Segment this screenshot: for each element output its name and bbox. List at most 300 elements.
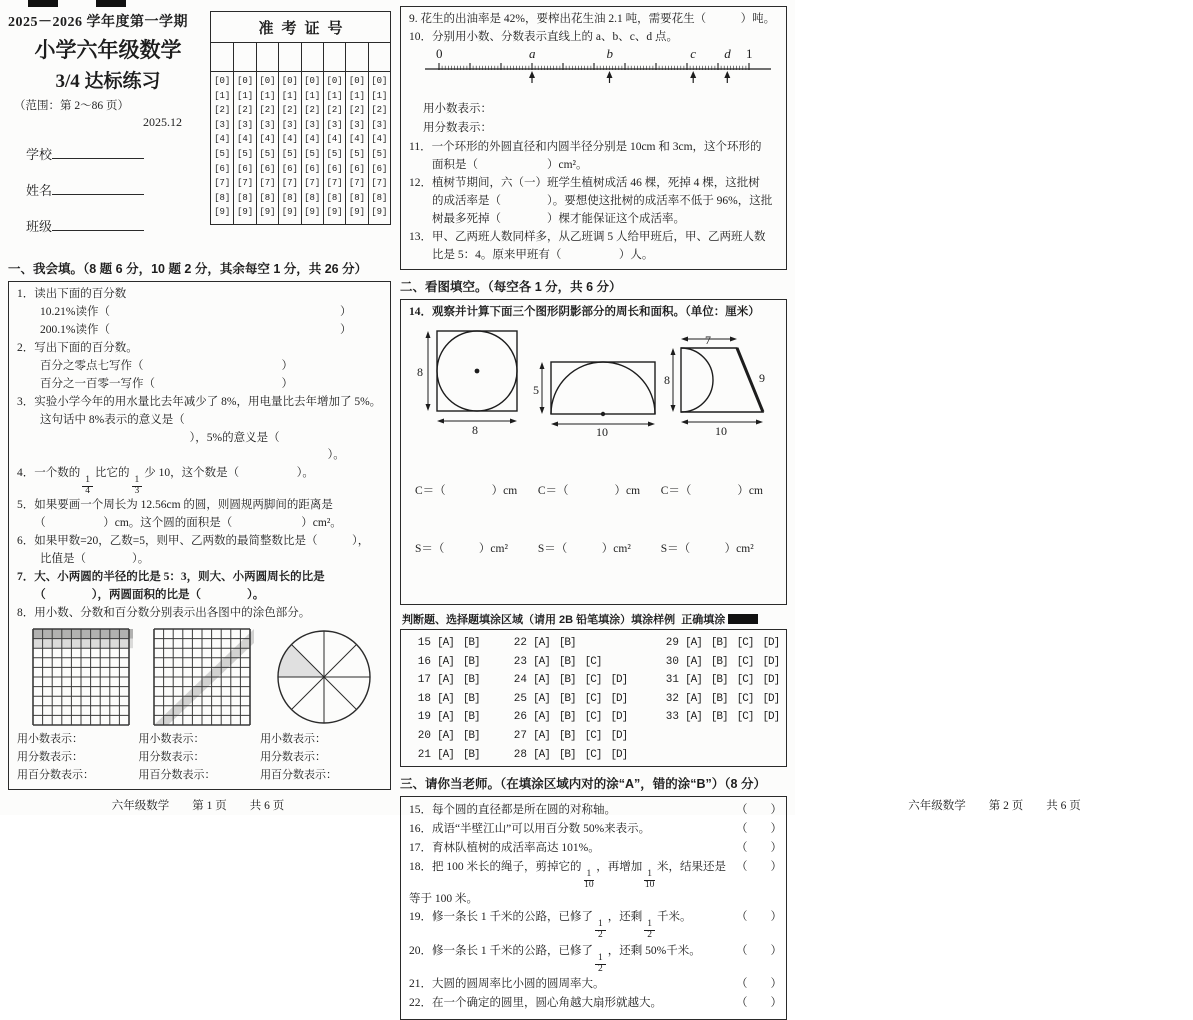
admission-digit-cell[interactable]: [7] — [348, 178, 366, 189]
admission-digit-cell[interactable]: [4] — [371, 134, 388, 145]
bubble-row — [411, 671, 780, 690]
admission-digit-cell[interactable]: [4] — [214, 134, 231, 145]
admission-digit-cell[interactable]: [7] — [214, 178, 231, 189]
representation-label: 用分数表示： — [17, 750, 83, 763]
c-blank[interactable]: C＝（ ）cm — [537, 484, 641, 497]
answer-bubble-grid — [400, 629, 787, 767]
bubble-row — [411, 652, 780, 671]
admission-digit-cell[interactable]: [9] — [259, 207, 276, 218]
admission-digit-cell[interactable]: [2] — [236, 105, 254, 116]
admission-write-cell[interactable] — [301, 43, 323, 71]
bubble-question-number: 25 — [513, 692, 527, 705]
tf-statement — [409, 821, 736, 838]
bubble-option[interactable]: [A] — [533, 748, 550, 761]
admission-digit-cell[interactable]: [3] — [371, 119, 388, 130]
numberline-svg — [423, 47, 773, 93]
admission-digit-cell[interactable]: [7] — [281, 178, 298, 189]
admission-digit-cell[interactable]: [2] — [214, 105, 231, 116]
s-blank[interactable]: S＝（ ）cm² — [415, 543, 508, 556]
q8-grid-top-shaded — [31, 627, 135, 727]
admission-digit-cell[interactable]: [0] — [348, 76, 366, 86]
bubble-option[interactable]: [A] — [533, 637, 550, 650]
question-line: ）。 — [17, 449, 345, 462]
text-segment: 米，结果还是等于 100 米。 — [409, 860, 726, 905]
admission-digit-cell[interactable]: [8] — [281, 192, 298, 203]
bubble-question-number: 23 — [513, 655, 527, 668]
bubble-option[interactable]: [A] — [685, 692, 702, 705]
bubble-option[interactable]: [A] — [437, 748, 454, 761]
admission-write-cell[interactable] — [211, 43, 233, 71]
admission-digit-cell[interactable]: [9] — [371, 207, 388, 218]
bubble-question-number: 22 — [513, 637, 527, 650]
true-false-item — [409, 840, 782, 857]
bubble-option[interactable]: [D] — [762, 692, 780, 705]
tf-answer-blank[interactable]: （ ） — [736, 944, 782, 957]
admission-digit-cell[interactable]: [8] — [371, 192, 388, 203]
admission-digit-cell[interactable]: [5] — [326, 148, 343, 159]
fraction — [644, 870, 655, 891]
bubble-option[interactable]: [B] — [462, 748, 480, 761]
admission-digit-cell[interactable]: [3] — [214, 119, 231, 130]
admission-digit-cell[interactable]: [7] — [304, 178, 321, 189]
q14-answer-col — [532, 442, 655, 598]
admission-digit-cell[interactable]: [4] — [348, 134, 366, 145]
bubble-option[interactable]: [D] — [610, 692, 628, 705]
text-segment: 22．在一个确定的圆里，圆心角越大扇形就越大。 — [409, 997, 662, 1009]
bubble-option[interactable]: [C] — [584, 711, 602, 724]
text-segment: 15．每个圆的直径都是所在圆的对称轴。 — [409, 804, 616, 817]
bubble-option[interactable]: [A] — [437, 674, 454, 687]
text-segment: 20．修一条长 1 千米的公路，已修了 — [409, 944, 593, 957]
date-line: 2025.12 — [143, 115, 182, 129]
q14-answer-col — [409, 442, 532, 598]
page1-header — [8, 11, 391, 252]
bubble-option[interactable]: [C] — [736, 692, 754, 705]
dim-right: 9 — [759, 371, 765, 386]
admission-digit-cell[interactable]: [4] — [259, 134, 276, 145]
admission-digit-cell[interactable]: [0] — [281, 76, 298, 86]
section1-box — [8, 281, 391, 790]
admission-digit-cell[interactable]: [6] — [371, 163, 388, 174]
admission-digit-cell[interactable]: [3] — [304, 119, 321, 130]
bubble-option[interactable]: [C] — [584, 748, 602, 761]
tf-answer-blank[interactable]: （ ） — [736, 804, 782, 817]
admission-digit-cell[interactable]: [9] — [326, 207, 343, 218]
s-blank[interactable]: S＝（ ）cm² — [537, 543, 631, 556]
class-blank[interactable] — [52, 217, 144, 231]
bubble-row — [411, 745, 780, 764]
bubble-option[interactable]: [A] — [437, 692, 454, 705]
bubble-cell — [507, 656, 659, 668]
admission-digit-cell[interactable]: [6] — [281, 163, 298, 174]
fraction-numerator: 1 — [595, 920, 606, 931]
bubble-question-number: 31 — [665, 674, 679, 687]
section1-heading: 一、我会填。（8 题 6 分，10 题 2 分，其余每空 1 分，共 26 分） — [8, 262, 368, 276]
admission-digit-cell[interactable]: [9] — [281, 207, 298, 218]
c-blank[interactable]: C＝（ ）cm — [415, 484, 518, 497]
bubble-option[interactable]: [A] — [533, 674, 550, 687]
bubble-option[interactable]: [D] — [762, 655, 780, 668]
bubble-question-number: 16 — [417, 655, 431, 668]
question-line — [17, 465, 382, 497]
admission-write-cell[interactable] — [233, 43, 255, 71]
bubble-option[interactable]: [D] — [610, 748, 628, 761]
bubble-question-number: 19 — [417, 711, 431, 724]
admission-digit-cell[interactable]: [9] — [236, 207, 254, 218]
representation-label: 用百分数表示： — [17, 768, 94, 781]
admission-digit-cell[interactable]: [2] — [326, 105, 343, 116]
bubble-cell — [411, 637, 507, 649]
true-false-item — [409, 821, 782, 838]
admission-digit-cell[interactable]: [8] — [259, 192, 276, 203]
bubble-cell — [411, 730, 507, 742]
page-1 — [0, 0, 396, 815]
term-line: 2025－2026 学年度第一学期 — [8, 15, 188, 30]
admission-digit-cell[interactable]: [2] — [371, 105, 388, 116]
bubble-question-number: 27 — [513, 730, 527, 743]
fraction-numerator: 1 — [82, 476, 93, 487]
admission-digit-cell[interactable]: [1] — [304, 90, 321, 101]
admission-digit-cell[interactable]: [1] — [348, 90, 366, 101]
admission-column — [233, 72, 255, 224]
admission-digit-cell[interactable]: [5] — [259, 148, 276, 159]
bubble-option[interactable]: [D] — [610, 674, 628, 687]
bubble-cell — [507, 730, 659, 742]
q8-label-column — [260, 731, 382, 784]
true-false-item — [409, 802, 782, 819]
admission-write-cell[interactable] — [368, 43, 390, 71]
dim-bottom: 8 — [472, 423, 478, 438]
bubble-option[interactable]: [D] — [762, 674, 780, 687]
bubble-option[interactable]: [A] — [437, 711, 454, 724]
bubble-question-number: 15 — [417, 637, 431, 650]
bubble-option[interactable]: [B] — [558, 748, 576, 761]
tf-statement — [409, 840, 736, 857]
admission-digit-cell[interactable]: [8] — [326, 192, 343, 203]
bubble-option[interactable]: [A] — [685, 711, 702, 724]
bubble-option[interactable]: [B] — [710, 674, 728, 687]
bubble-row — [411, 708, 780, 727]
admission-digit-cell[interactable]: [1] — [214, 90, 231, 101]
page-2 — [398, 0, 1081, 1009]
admission-write-cell[interactable] — [256, 43, 278, 71]
representation-label: 用分数表示： — [138, 750, 205, 763]
admission-digit-cell[interactable]: [7] — [326, 178, 343, 189]
bubble-option[interactable]: [B] — [558, 730, 576, 743]
text-segment: 19．修一条长 1 千米的公路，已修了 — [409, 911, 593, 924]
bubble-option[interactable]: [D] — [610, 711, 628, 724]
bubble-heading-text: 判断题、选择题填涂区域（请用 2B 铅笔填涂）填涂样例 正确填涂 — [402, 613, 726, 626]
bubble-option[interactable]: [A] — [437, 655, 454, 668]
admission-digit-cell[interactable]: [5] — [281, 148, 298, 159]
admission-digit-cell[interactable]: [7] — [371, 178, 388, 189]
class-field — [26, 216, 208, 235]
bubble-cell — [659, 656, 788, 668]
student-fields — [8, 144, 208, 235]
fraction-denominator: 10 — [584, 879, 594, 890]
bubble-option[interactable]: [B] — [558, 711, 576, 724]
section1-questions — [17, 286, 382, 623]
fraction — [132, 476, 143, 497]
tf-answer-blank[interactable]: （ ） — [736, 911, 782, 924]
bubble-option[interactable]: [C] — [736, 637, 754, 650]
text-segment: 少 10，这个数是（ ）。 — [144, 467, 314, 480]
numberline-label: d — [724, 45, 731, 61]
fraction — [584, 870, 595, 891]
admission-digit-cell[interactable]: [0] — [304, 76, 321, 86]
tf-answer-blank[interactable]: （ ） — [736, 860, 782, 873]
bubble-option[interactable]: [B] — [710, 711, 728, 724]
text-segment: ，还剩 — [607, 911, 643, 924]
bubble-option[interactable]: [B] — [710, 637, 728, 650]
bubble-option[interactable]: [A] — [437, 637, 454, 650]
fraction — [595, 920, 606, 941]
admission-digit-cell[interactable]: [3] — [326, 119, 343, 130]
tf-statement — [409, 943, 736, 975]
text-segment: 比它的 — [95, 467, 130, 480]
admission-digit-cell[interactable]: [1] — [371, 90, 388, 101]
bubble-option[interactable]: [B] — [558, 637, 576, 650]
admission-digit-cell[interactable]: [5] — [371, 148, 388, 159]
name-blank[interactable] — [52, 181, 144, 195]
bubble-option[interactable]: [A] — [685, 655, 702, 668]
admission-digit-cell[interactable]: [9] — [348, 207, 366, 218]
tf-answer-blank[interactable]: （ ） — [736, 978, 782, 991]
bubble-question-number: 24 — [513, 674, 527, 687]
admission-digit-cell[interactable]: [0] — [259, 76, 276, 86]
admission-digit-cell[interactable]: [2] — [348, 105, 366, 116]
tf-answer-blank[interactable]: （ ） — [736, 841, 782, 854]
text-segment: 4．一个数的 — [17, 467, 81, 480]
c-blank[interactable]: C＝（ ）cm — [660, 484, 763, 497]
bubble-question-number: 20 — [417, 730, 431, 743]
q8-answer-labels — [17, 731, 382, 784]
bubble-option[interactable]: [C] — [736, 674, 754, 687]
admission-digit-cell[interactable]: [6] — [214, 163, 231, 174]
admission-digit-cell[interactable]: [6] — [348, 163, 366, 174]
bubble-question-number: 21 — [417, 748, 431, 761]
question-line: 的成活率是（ ）。要想使这批树的成活率不低于 96%，这批 — [409, 194, 773, 207]
paper-subtitle: 3/4 达标练习 — [55, 71, 161, 92]
question-line: 5．如果要画一个周长为 12.56cm 的圆，则圆规两脚间的距离是 — [17, 499, 333, 512]
bubble-option[interactable]: [A] — [533, 730, 550, 743]
bubble-option[interactable]: [D] — [610, 730, 628, 743]
bubble-option[interactable]: [B] — [462, 674, 480, 687]
bubble-option[interactable]: [C] — [736, 655, 754, 668]
title-block — [8, 11, 208, 252]
bubble-option[interactable]: [C] — [584, 730, 602, 743]
question-line: 比是 5：4。原来甲班有（ ）人。 — [409, 248, 654, 261]
q8-label-column — [17, 731, 139, 784]
bubble-option[interactable]: [C] — [736, 711, 754, 724]
admission-digit-cell[interactable]: [6] — [326, 163, 343, 174]
fraction-denominator: 10 — [644, 879, 655, 890]
numberline-caption: 用小数表示： — [423, 102, 492, 115]
admission-column — [211, 72, 233, 224]
tf-answer-blank[interactable]: （ ） — [736, 997, 782, 1009]
question-line: 百分之零点七写作（ ） — [17, 359, 293, 372]
bubble-option[interactable]: [B] — [558, 692, 576, 705]
text-segment: 千米。 — [657, 911, 692, 924]
bubble-option[interactable]: [C] — [584, 674, 602, 687]
bubble-row — [411, 727, 780, 746]
admission-digit-cell[interactable]: [0] — [326, 76, 343, 86]
bubble-option[interactable]: [A] — [533, 711, 550, 724]
admission-digit-cell[interactable]: [0] — [236, 76, 254, 86]
bubble-option[interactable]: [A] — [685, 674, 702, 687]
admission-write-cell[interactable] — [345, 43, 367, 71]
name-field — [26, 180, 208, 199]
bubble-option[interactable]: [B] — [558, 674, 576, 687]
admission-digit-cell[interactable]: [8] — [214, 192, 231, 203]
admission-digit-cell[interactable]: [1] — [281, 90, 298, 101]
admission-digit-cell[interactable]: [1] — [259, 90, 276, 101]
bubble-option[interactable]: [A] — [437, 730, 454, 743]
question-line: 这句话中 8%表示的意义是（ — [17, 413, 185, 426]
question-line: 13．甲、乙两班人数同样多，从乙班调 5 人给甲班后，甲、乙两班人数 — [409, 230, 766, 243]
bubble-option[interactable]: [C] — [584, 655, 602, 668]
admission-digit-cell[interactable]: [6] — [236, 163, 254, 174]
admission-digit-cell[interactable]: [4] — [281, 134, 298, 145]
q14-answers — [409, 442, 778, 598]
admission-digit-cell[interactable]: [7] — [236, 178, 254, 189]
admission-digit-cell[interactable]: [5] — [214, 148, 231, 159]
bubble-option[interactable]: [B] — [462, 692, 480, 705]
school-label: 学校 — [26, 147, 53, 162]
true-false-item — [409, 995, 782, 1012]
admission-digit-cell[interactable]: [5] — [304, 148, 321, 159]
numberline-caption: 用分数表示： — [423, 122, 492, 135]
admission-column — [278, 72, 300, 224]
admission-digit-cell[interactable]: [8] — [236, 192, 254, 203]
question-line: 树最多死掉（ ）棵才能保证这个成活率。 — [409, 212, 685, 225]
question-line: 9. 花生的出油率是 42%，要榨出花生油 2.1 吨，需要花生（ ）吨。 — [409, 13, 776, 25]
numberline-label: b — [606, 45, 613, 61]
question-line: 12．植树节期间，六（一）班学生植树成活 46 棵，死掉 4 棵，这批树 — [409, 176, 760, 189]
question-line: 11．一个环形的外圆直径和内圆半径分别是 10cm 和 3cm，这个环形的 — [409, 140, 762, 153]
admission-digit-cell[interactable]: [3] — [259, 119, 276, 130]
text-segment: 17．育林队植树的成活率高达 101%。 — [409, 841, 600, 854]
dim-bottom: 10 — [715, 424, 727, 439]
admission-write-row[interactable] — [211, 43, 390, 72]
admission-digit-cell[interactable]: [5] — [236, 148, 254, 159]
admission-digit-cell[interactable]: [8] — [304, 192, 321, 203]
admission-number-grid — [210, 11, 391, 225]
admission-digit-cell[interactable]: [0] — [371, 76, 388, 86]
school-blank[interactable] — [52, 145, 144, 159]
q8-figures — [17, 623, 382, 729]
bubble-cell — [507, 711, 659, 723]
admission-digit-cell[interactable]: [9] — [214, 207, 231, 218]
bubble-option[interactable]: [B] — [462, 655, 480, 668]
admission-digit-cell[interactable]: [0] — [214, 76, 231, 86]
dim-bottom: 10 — [596, 425, 608, 440]
admission-digit-cell[interactable]: [9] — [304, 207, 321, 218]
fraction-numerator: 1 — [644, 870, 655, 881]
s-blank[interactable]: S＝（ ）cm² — [660, 543, 754, 556]
admission-digit-cell[interactable]: [3] — [281, 119, 298, 130]
q14-heading: 14．观察并计算下面三个图形阴影部分的周长和面积。（单位：厘米） — [409, 306, 760, 319]
tf-answer-blank[interactable]: （ ） — [736, 823, 782, 836]
question-line: 3．实验小学今年的用水量比去年减少了 8%，用电量比去年增加了 5%。 — [17, 395, 382, 408]
fraction-numerator: 1 — [584, 870, 595, 881]
question-line: （ ），两圆面积的比是（ ）。 — [17, 589, 265, 601]
section3-heading: 三、请你当老师。（在填涂区域内对的涂“A”，错的涂“B”）（8 分） — [400, 776, 766, 791]
bubble-cell — [411, 749, 507, 761]
admission-digit-cell[interactable]: [4] — [304, 134, 321, 145]
admission-digit-cell[interactable]: [5] — [348, 148, 366, 159]
bubble-option[interactable]: [B] — [462, 637, 480, 650]
admission-digit-cell[interactable]: [2] — [281, 105, 298, 116]
numberline-label: c — [690, 45, 696, 61]
true-false-item — [409, 859, 782, 908]
question-line: ），5%的意义是（ — [17, 431, 280, 444]
question-line: 10．分别用小数、分数表示直线上的 a、b、c、d 点。 — [409, 30, 678, 43]
bubble-option[interactable]: [B] — [462, 730, 480, 743]
fraction-denominator: 4 — [85, 486, 90, 497]
admission-digit-cell[interactable]: [8] — [348, 192, 366, 203]
fraction — [82, 476, 93, 497]
text-segment: ，再增加 — [596, 860, 643, 873]
bubble-option[interactable]: [B] — [710, 692, 728, 705]
bubble-option[interactable]: [C] — [584, 692, 602, 705]
admission-digit-cell[interactable]: [6] — [259, 163, 276, 174]
numberline-label: 1 — [746, 45, 753, 61]
figure-trapezoid-semicircle — [665, 334, 785, 438]
bubble-option[interactable]: [B] — [462, 711, 480, 724]
bubble-option[interactable]: [A] — [685, 637, 702, 650]
question-line: 200.1%读作（ ） — [17, 323, 352, 336]
bubble-option[interactable]: [A] — [533, 655, 550, 668]
bubble-option[interactable]: [D] — [762, 711, 780, 724]
question-line: 2．写出下面的百分数。 — [17, 341, 138, 354]
true-false-box — [400, 796, 787, 1020]
true-false-item — [409, 909, 782, 941]
admission-digit-cell[interactable]: [1] — [326, 90, 343, 101]
admission-digit-cell[interactable]: [2] — [259, 105, 276, 116]
page1-footer: 六年级数学 第 1 页 共 6 页 — [111, 800, 285, 812]
admission-write-cell[interactable] — [278, 43, 300, 71]
bubble-option[interactable]: [D] — [762, 637, 780, 650]
admission-digit-cell[interactable]: [1] — [236, 90, 254, 101]
q14-answer-col — [655, 442, 778, 598]
dim-left: 8 — [664, 373, 670, 388]
bubble-option[interactable]: [B] — [710, 655, 728, 668]
question-line: （ ）cm。这个圆的面积是（ ）cm²。 — [17, 517, 342, 530]
admission-digit-cell[interactable]: [7] — [259, 178, 276, 189]
admission-write-cell[interactable] — [323, 43, 345, 71]
tf-statement — [409, 859, 736, 908]
admission-digit-cell[interactable]: [4] — [326, 134, 343, 145]
true-false-item — [409, 943, 782, 975]
question-line: 7．大、小两圆的半径的比是 5：3，则大、小两圆周长的比是 — [17, 571, 325, 584]
bubble-cell — [411, 674, 507, 686]
admission-digit-cell[interactable]: [4] — [236, 134, 254, 145]
q14-figures — [409, 322, 778, 438]
section2-heading: 二、看图填空。（每空各 1 分，共 6 分） — [400, 280, 622, 295]
admission-digit-cell[interactable]: [2] — [304, 105, 321, 116]
bubble-cell — [659, 711, 788, 723]
dim-top: 7 — [705, 333, 711, 348]
q14-box — [400, 299, 787, 604]
admission-digit-cell[interactable]: [3] — [236, 119, 254, 130]
bubble-option[interactable]: [B] — [558, 655, 576, 668]
admission-digit-cell[interactable]: [3] — [348, 119, 366, 130]
bubble-option[interactable]: [A] — [533, 692, 550, 705]
tf-statement — [409, 802, 736, 819]
admission-column — [368, 72, 390, 224]
admission-digit-cell[interactable]: [6] — [304, 163, 321, 174]
